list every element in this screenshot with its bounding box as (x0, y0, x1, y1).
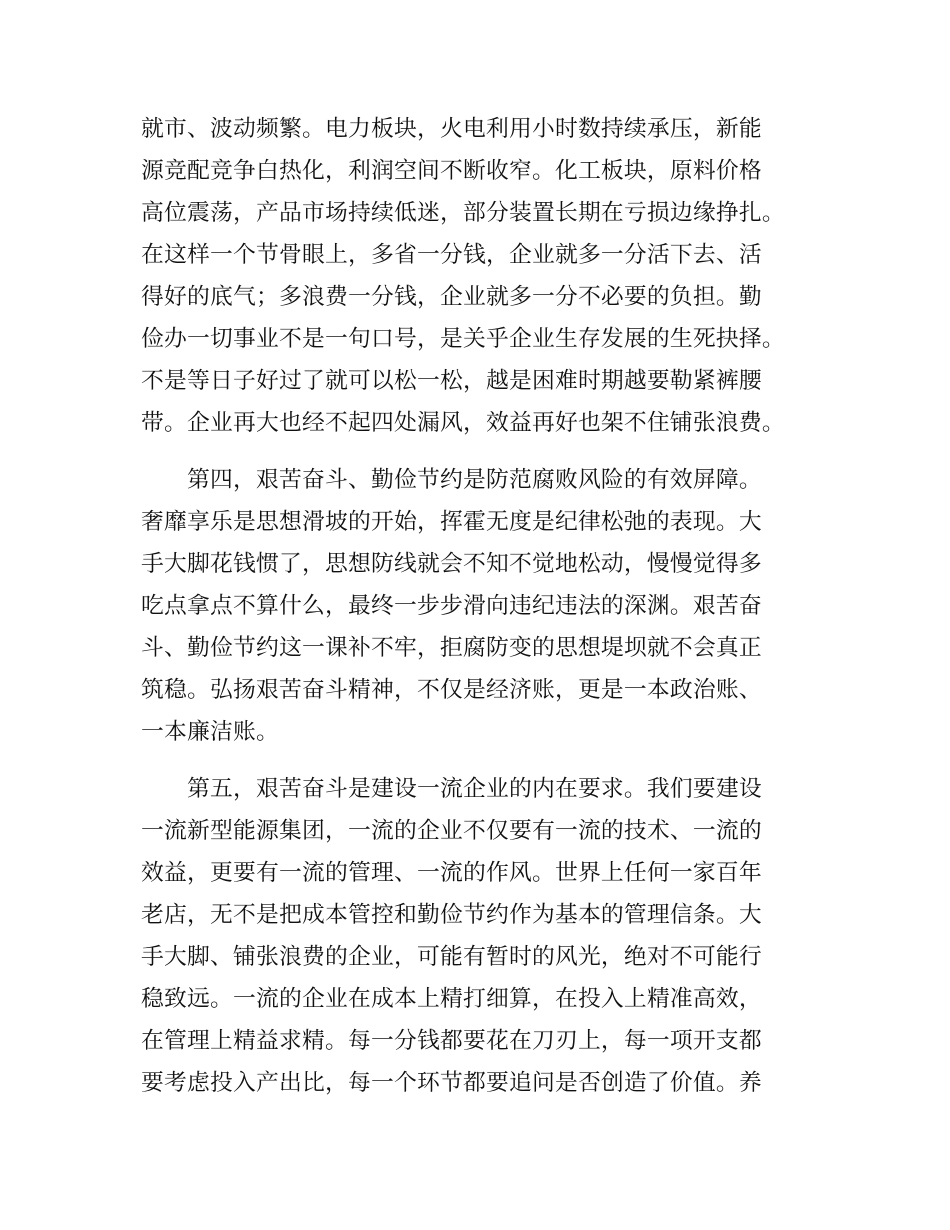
text-line: 第四，艰苦奋斗、勤俭节约是防范腐败风险的有效屏障。 (141, 467, 762, 493)
text-line: 俭办一切事业不是一句口号，是关乎企业生存发展的生死抉择。 (141, 326, 785, 352)
text-line: 手大脚花钱惯了，思想防线就会不知不觉地松动，慢慢觉得多 (141, 551, 762, 577)
text-line: 得好的底气；多浪费一分钱，企业就多一分不必要的负担。勤 (141, 284, 762, 310)
document-body (141, 108, 811, 1104)
text-line: 手大脚、铺张浪费的企业，可能有暂时的风光，绝对不可能行 (141, 944, 762, 970)
text-line: 一流新型能源集团，一流的企业不仅要有一流的技术、一流的 (141, 818, 762, 844)
text-line: 吃点拿点不算什么，最终一步步滑向违纪违法的深渊。艰苦奋 (141, 593, 762, 619)
text-line: 要考虑投入产出比，每一个环节都要追问是否创造了价值。养 (141, 1070, 762, 1096)
text-line: 带。企业再大也经不起四处漏风，效益再好也架不住铺张浪费。 (141, 410, 785, 436)
text-line: 就市、波动频繁。电力板块，火电利用小时数持续承压，新能 (141, 116, 762, 142)
text-line: 老店，无不是把成本管控和勤俭节约作为基本的管理信条。大 (141, 902, 762, 928)
paragraph-spacer (141, 753, 811, 768)
paragraph-1 (141, 108, 811, 444)
text-line: 不是等日子好过了就可以松一松，越是困难时期越要勒紧裤腰 (141, 368, 762, 394)
paragraph-spacer (141, 444, 811, 459)
text-line: 稳致远。一流的企业在成本上精打细算，在投入上精准高效， (141, 986, 762, 1012)
paragraph-2 (141, 459, 811, 753)
text-line: 筑稳。弘扬艰苦奋斗精神，不仅是经济账，更是一本政治账、 (141, 677, 762, 703)
text-line: 奢靡享乐是思想滑坡的开始，挥霍无度是纪律松弛的表现。大 (141, 509, 762, 535)
text-line: 一本廉洁账。 (141, 719, 279, 745)
text-line: 高位震荡，产品市场持续低迷，部分装置长期在亏损边缘挣扎。 (141, 200, 785, 226)
text-line: 源竞配竞争白热化，利润空间不断收窄。化工板块，原料价格 (141, 158, 762, 184)
text-line: 效益，更要有一流的管理、一流的作风。世界上任何一家百年 (141, 860, 762, 886)
text-line: 在管理上精益求精。每一分钱都要花在刀刃上，每一项开支都 (141, 1028, 762, 1054)
text-line: 斗、勤俭节约这一课补不牢，拒腐防变的思想堤坝就不会真正 (141, 635, 762, 661)
text-line: 在这样一个节骨眼上，多省一分钱，企业就多一分活下去、活 (141, 242, 762, 268)
text-line: 第五，艰苦奋斗是建设一流企业的内在要求。我们要建设 (141, 776, 762, 802)
paragraph-3 (141, 768, 811, 1104)
